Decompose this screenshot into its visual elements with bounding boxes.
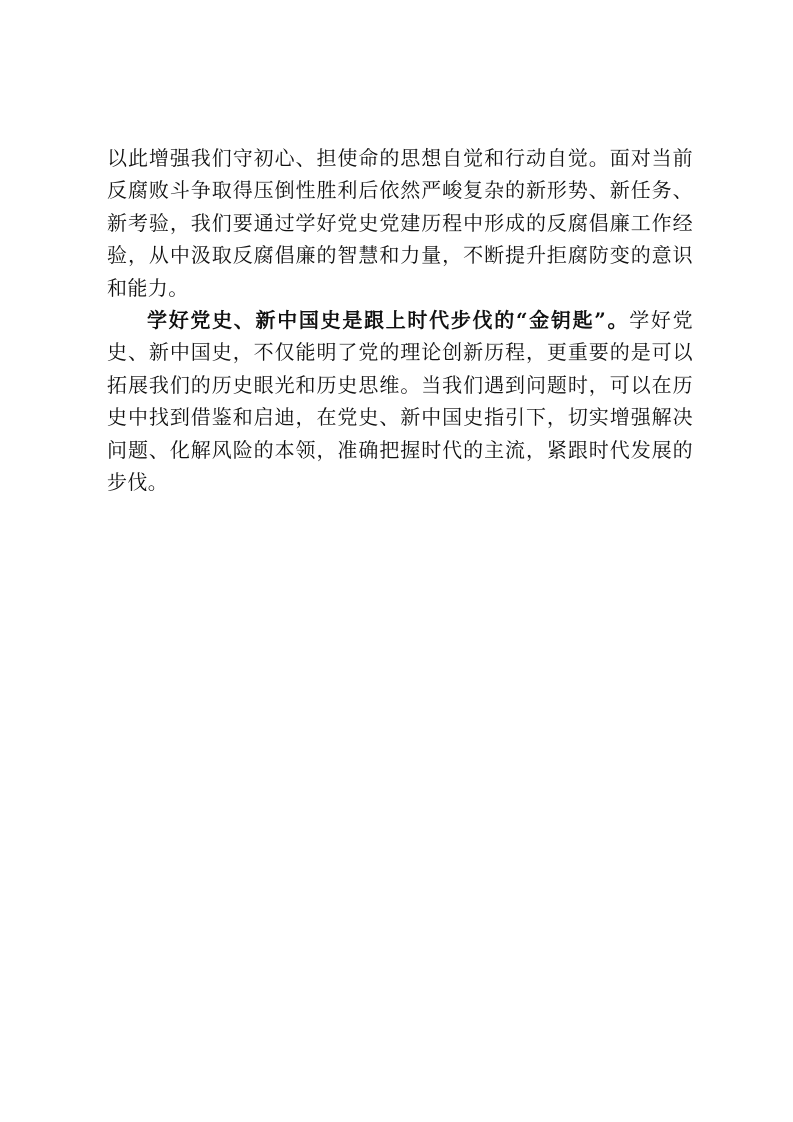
text-line: 拓展我们的历史眼光和历史思维。当我们遇到问题时，可以在历: [107, 372, 693, 397]
paragraph-1: [107, 142, 693, 304]
bold-heading-text: 学好党史、新中国史是跟上时代步伐的“金钥匙”。: [147, 308, 630, 333]
text-line: 验，从中汲取反腐倡廉的智慧和力量，不断提升拒腐防变的意识: [107, 243, 693, 268]
text-line: 史、新中国史，不仅能明了党的理论创新历程，更重要的是可以: [107, 340, 693, 365]
text-line: 步伐。: [107, 470, 169, 495]
text-line: 问题、化解风险的本领，准确把握时代的主流，紧跟时代发展的: [107, 437, 693, 462]
document-body: [107, 142, 693, 498]
text-line: 反腐败斗争取得压倒性胜利后依然严峻复杂的新形势、新任务、: [107, 178, 693, 203]
paragraph-lead-line: [107, 304, 693, 336]
paragraph-2: [107, 304, 693, 498]
text-line: 史中找到借鉴和启迪，在党史、新中国史指引下，切实增强解决: [107, 405, 693, 430]
text-line: 新考验，我们要通过学好党史党建历程中形成的反腐倡廉工作经: [107, 210, 693, 235]
lead-rest-text: 学好党: [629, 308, 693, 333]
text-line: 和能力。: [107, 275, 189, 300]
text-line: 以此增强我们守初心、担使命的思想自觉和行动自觉。面对当前: [107, 146, 693, 170]
